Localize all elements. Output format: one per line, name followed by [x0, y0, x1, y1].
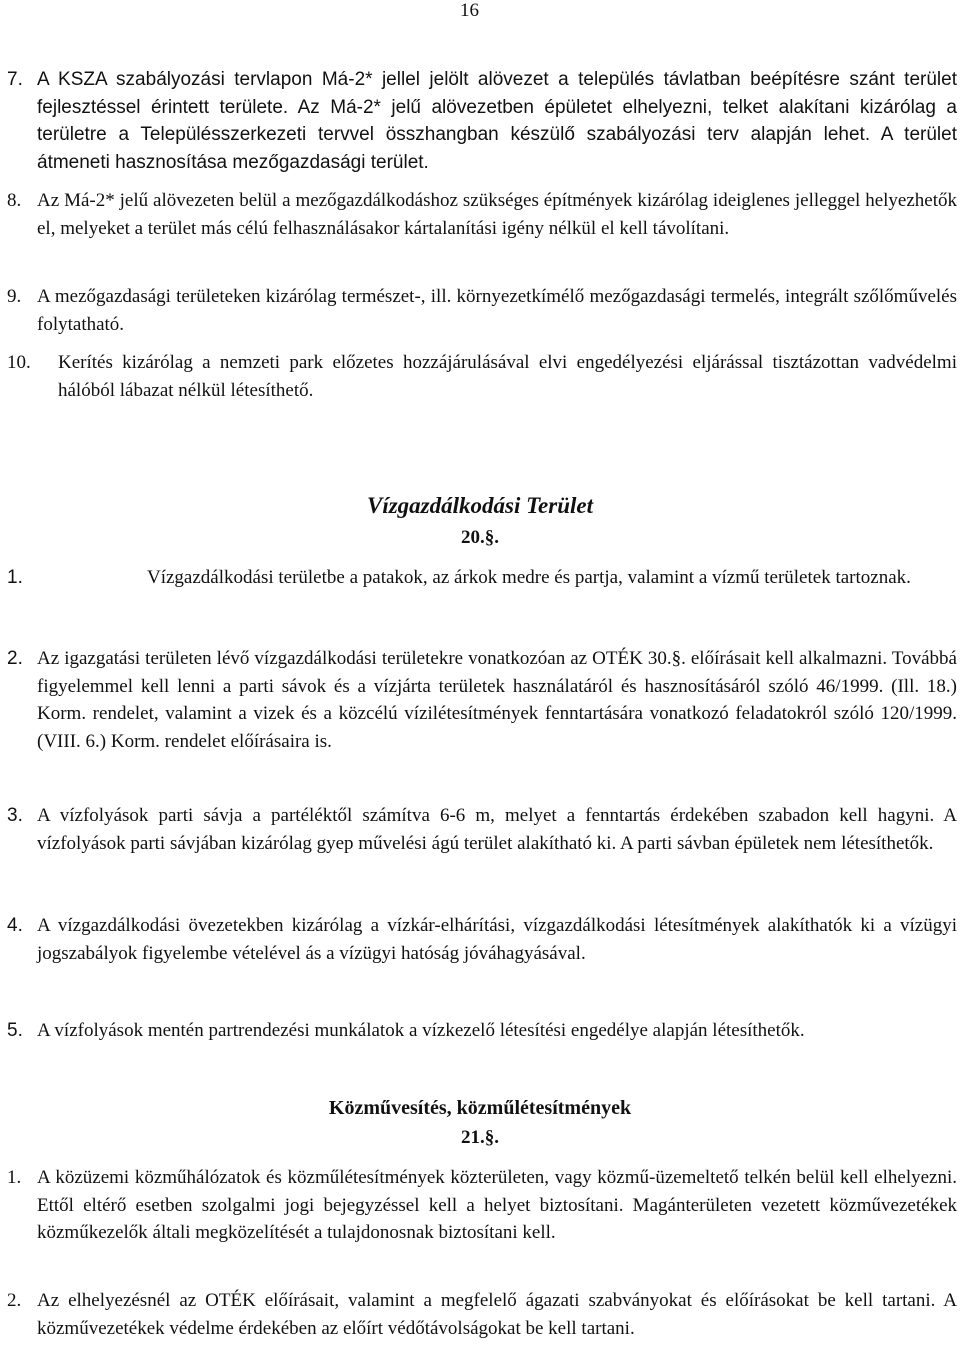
list-item-text: A KSZA szabályozási tervlapon Má-2* jellel jelölt alövezet a település távlatban beépítésre szánt terület fejlesztéssel érintett területe. Az Má-2* jelű alövezetben épületet elhelyezni, telket alakítani kizárólag a területre a Településszerkezeti tervvel összhangban készülő szabályozási terv alapján lehet. A terület átmeneti hasznosítása mezőgazdasági terület. — [37, 69, 957, 173]
list-item-number: 3. — [7, 805, 23, 826]
list-item-number: 4. — [7, 915, 23, 936]
list-item-text: Az igazgatási területen lévő vízgazdálkodási területekre vonatkozóan az OTÉK 30.§. előírásait kell alkalmazni. Továbbá figyelemmel kell lenni a parti sávok és a vízjárta területek használatáról és hasznosításáról szóló 46/1999. (Ill. 18.) Korm. rendelet, valamint a vizek és a közcélú vízilétesítmények fenntartására vonatkozó feladatokról szóló 120/1999. (VIII. 6.) Korm. rendelet előírásaira is. — [37, 648, 957, 752]
list-item-number: 5. — [7, 1020, 23, 1041]
list-item-number: 8. — [7, 190, 22, 211]
list-item-number: 7. — [7, 69, 23, 90]
list-item-text: A vízgazdálkodási övezetekben kizárólag a vízkár-elhárítási, vízgazdálkodási létesítmények alakíthatók ki a vízügyi jogszabályok figyelembe vételével ás a vízügyi hatóság jóváhagyásával. — [37, 915, 957, 964]
section-title: Vízgazdálkodási Terület — [367, 493, 593, 518]
section-number: 20.§. — [461, 527, 499, 548]
page-number: 16 — [460, 0, 479, 21]
section-number: 21.§. — [461, 1127, 499, 1148]
list-item-text: Kerítés kizárólag a nemzeti park előzetes hozzájárulásával elvi engedélyezési eljárással tisztázottan vadvédelmi hálóból lábazat nélkül létesíthető. — [58, 352, 957, 401]
list-item-text: A mezőgazdasági területeken kizárólag természet-, ill. környezetkímélő mezőgazdasági termelés, integrált szőlőművelés folytatható. — [37, 286, 957, 335]
list-item-text: Az Má-2* jelű alövezeten belül a mezőgazdálkodáshoz szükséges építmények kizárólag ideiglenes jelleggel helyezhetők el, melyeket a terület más célú felhasználásakor kártalanítási igény nélkül el kell távolítani. — [37, 190, 957, 239]
list-item-text: Az elhelyezésnél az OTÉK előírásait, valamint a megfelelő ágazati szabványokat és előírásokat be kell tartani. A közművezetékek védelme érdekében az előírt védőtávolságokat be kell tartani. — [37, 1290, 957, 1339]
list-item-number: 10. — [7, 352, 31, 373]
list-item-text: A vízfolyások parti sávja a partéléktől számítva 6-6 m, melyet a fenntartás érdekében szabadon kell hagyni. A vízfolyások parti sávjában kizárólag gyep művelési ágú terület alakítható ki. A parti sávban épületek nem létesíthetők. — [37, 805, 957, 854]
list-item-number: 2. — [7, 648, 23, 669]
list-item-number: 1. — [7, 1167, 22, 1188]
list-item-text: A közüzemi közműhálózatok és közműlétesítmények közterületen, vagy közmű-üzemeltető telkén belül kell elhelyezni. Ettől eltérő esetben szolgalmi jogi bejegyzéssel kell a helyet biztosítani. Magánterületen vezetett közművezetékek közműkezelők általi megközelítését a tulajdonosnak biztosítani kell. — [37, 1167, 957, 1243]
list-item-text: Vízgazdálkodási területbe a patakok, az árkok medre és partja, valamint a vízmű területek tartoznak. — [147, 567, 911, 588]
list-item-number: 1. — [7, 567, 23, 588]
list-item-text: A vízfolyások mentén partrendezési munkálatok a vízkezelő létesítési engedélye alapján létesíthetők. — [37, 1020, 805, 1041]
list-item-number: 2. — [7, 1290, 22, 1311]
list-item-number: 9. — [7, 286, 22, 307]
section-title: Közművesítés, közműlétesítmények — [328, 1097, 632, 1119]
